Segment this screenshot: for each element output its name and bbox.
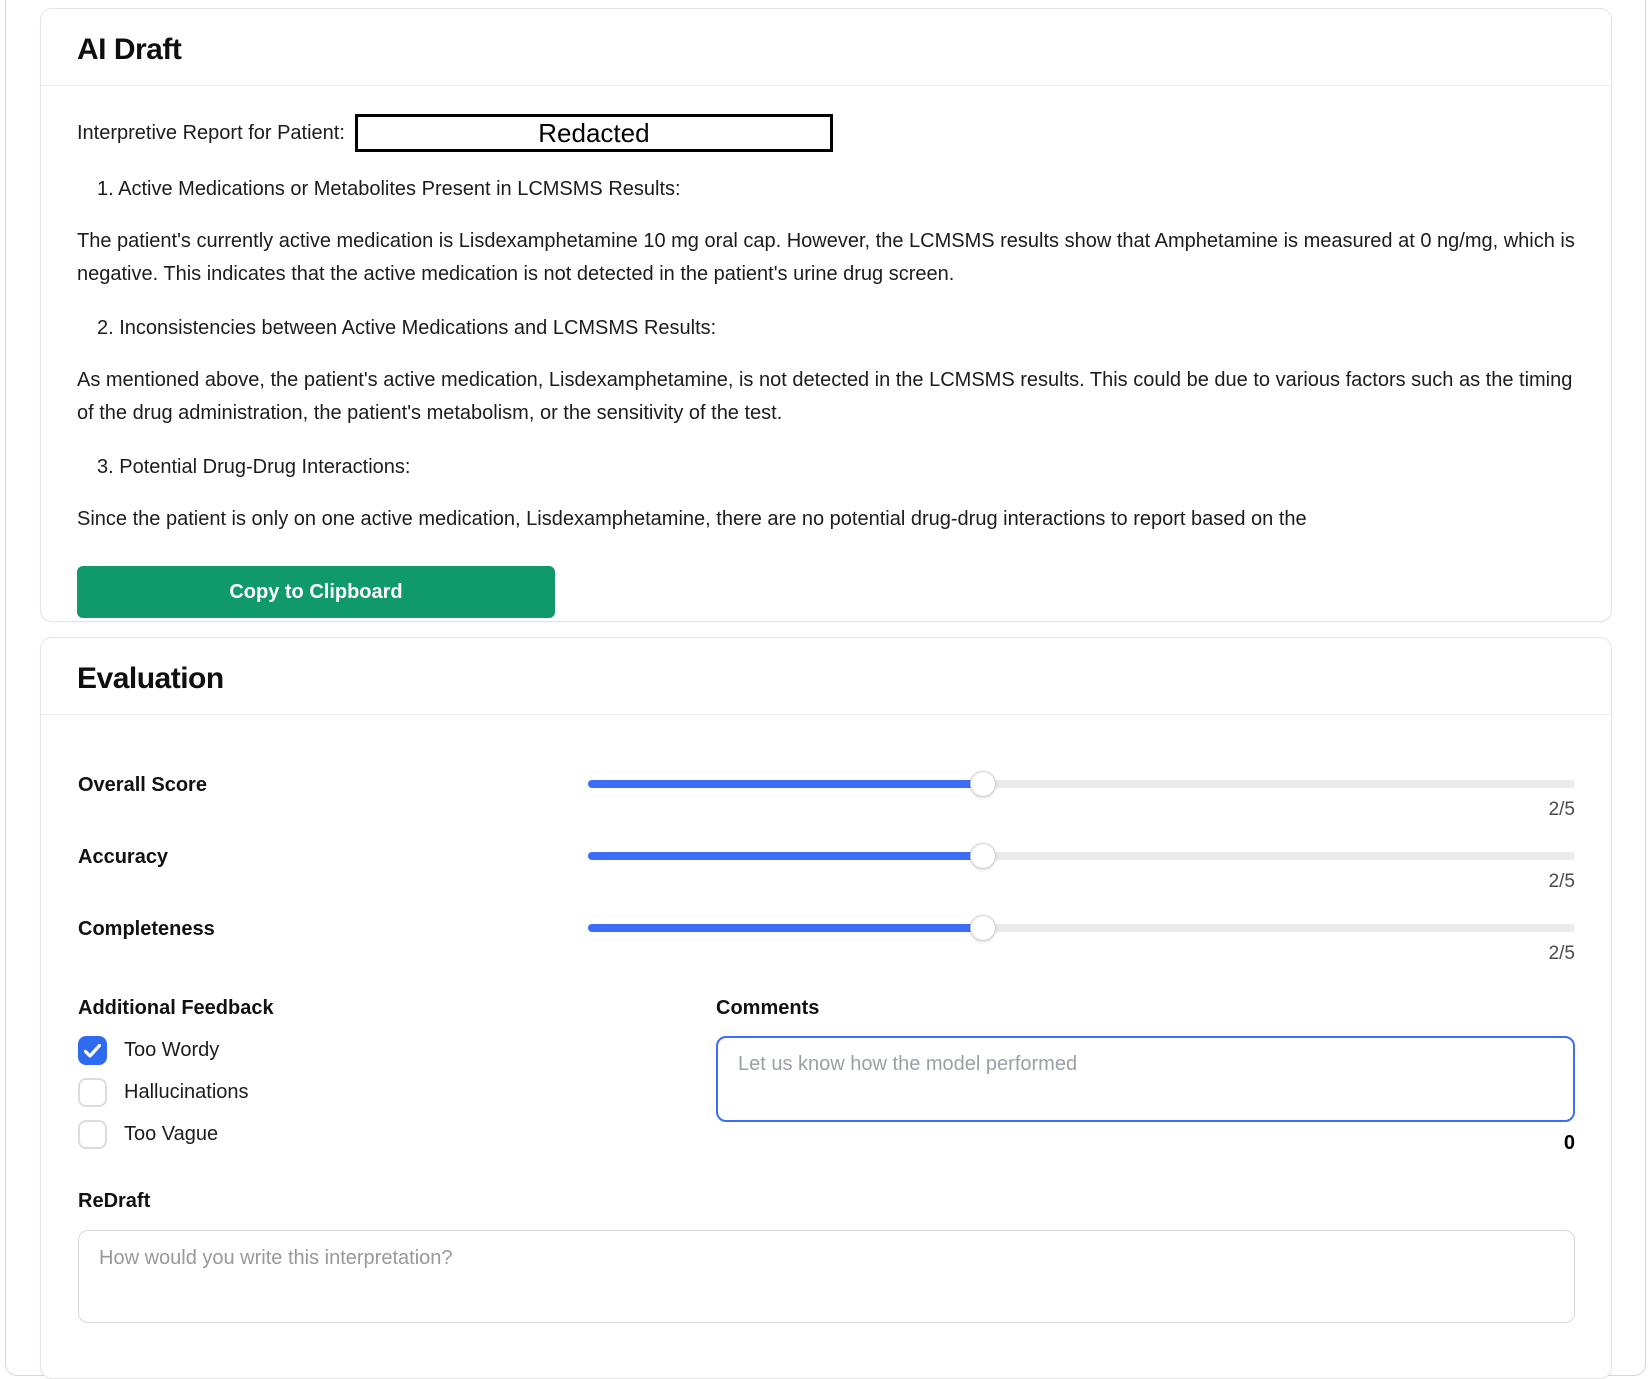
slider-area [588, 843, 1575, 893]
redraft-textarea[interactable] [78, 1230, 1575, 1323]
slider-label: Overall Score [78, 774, 207, 796]
slider-row-completeness [78, 915, 1575, 965]
evaluation-title: Evaluation [77, 662, 224, 695]
section-body: Since the patient is only on one active medication, Lisdexamphetamine, there are no potential drug-drug interactions to report based on the [77, 508, 1307, 530]
slider-track[interactable] [588, 771, 1575, 797]
section-body: The patient's currently active medication is Lisdexamphetamine 10 mg oral cap. However, the LCMSMS results show that Amphetamine is measured at 0 ng/mg, which is negative. This indicates that the active medication is not detected in the patient's urine drug screen. [77, 230, 1575, 285]
comments-textarea[interactable] [716, 1036, 1575, 1122]
checkbox-too-vague[interactable] [78, 1120, 107, 1149]
checkbox-row-hallucinations[interactable] [78, 1078, 716, 1107]
ai-draft-body [41, 86, 1611, 621]
slider-fill [588, 780, 983, 788]
evaluation-card [40, 637, 1612, 1379]
checkbox-row-too-wordy[interactable] [78, 1036, 716, 1065]
comments-char-count: 0 [1563, 1132, 1575, 1154]
slider-track[interactable] [588, 843, 1575, 869]
slider-score-value: 2/5 [1548, 871, 1575, 892]
slider-label: Accuracy [78, 846, 169, 868]
report-row [77, 114, 1575, 152]
check-icon [84, 1044, 101, 1058]
slider-area [588, 915, 1575, 965]
slider-score-value: 2/5 [1548, 943, 1575, 964]
section-heading: 1. Active Medications or Metabolites Present in LCMSMS Results: [97, 178, 681, 200]
additional-feedback-label: Additional Feedback [78, 997, 274, 1019]
slider-track[interactable] [588, 915, 1575, 941]
checkbox-row-too-vague[interactable] [78, 1120, 716, 1149]
evaluation-body [41, 715, 1611, 1323]
ai-draft-header [41, 9, 1611, 86]
redraft-label: ReDraft [78, 1190, 151, 1212]
slider-fill [588, 924, 983, 932]
slider-label: Completeness [78, 918, 215, 940]
checkbox-label[interactable]: Hallucinations [124, 1081, 249, 1103]
checkbox-label[interactable]: Too Wordy [124, 1039, 220, 1061]
comments-label: Comments [716, 997, 820, 1019]
checkbox-label[interactable]: Too Vague [124, 1123, 219, 1145]
slider-row-accuracy [78, 843, 1575, 893]
feedback-comments-section [78, 997, 1575, 1162]
section-heading: 2. Inconsistencies between Active Medications and LCMSMS Results: [97, 317, 717, 339]
page-content [40, 8, 1612, 1379]
section-body: As mentioned above, the patient's active medication, Lisdexamphetamine, is not detected in the LCMSMS results. This could be due to various factors such as the timing of the drug administration, the patient's metabolism, or the sensitivity of the test. [77, 369, 1573, 424]
slider-area [588, 771, 1575, 821]
ai-draft-card [40, 8, 1612, 622]
section-heading: 3. Potential Drug-Drug Interactions: [97, 456, 411, 478]
ai-draft-title: AI Draft [77, 33, 182, 66]
slider-score-value: 2/5 [1548, 799, 1575, 820]
copy-to-clipboard-button[interactable]: Copy to Clipboard [77, 566, 555, 618]
patient-name-redacted: Redacted [355, 114, 833, 152]
checkbox-hallucinations[interactable] [78, 1078, 107, 1107]
comments-column [716, 997, 1575, 1162]
report-label: Interpretive Report for Patient: [77, 121, 345, 144]
slider-fill [588, 852, 983, 860]
slider-thumb[interactable] [970, 771, 996, 797]
evaluation-header [41, 638, 1611, 715]
additional-feedback-column [78, 997, 716, 1162]
slider-thumb[interactable] [970, 843, 996, 869]
checkbox-too-wordy[interactable] [78, 1036, 107, 1065]
slider-row-overall-score [78, 771, 1575, 821]
slider-thumb[interactable] [970, 915, 996, 941]
